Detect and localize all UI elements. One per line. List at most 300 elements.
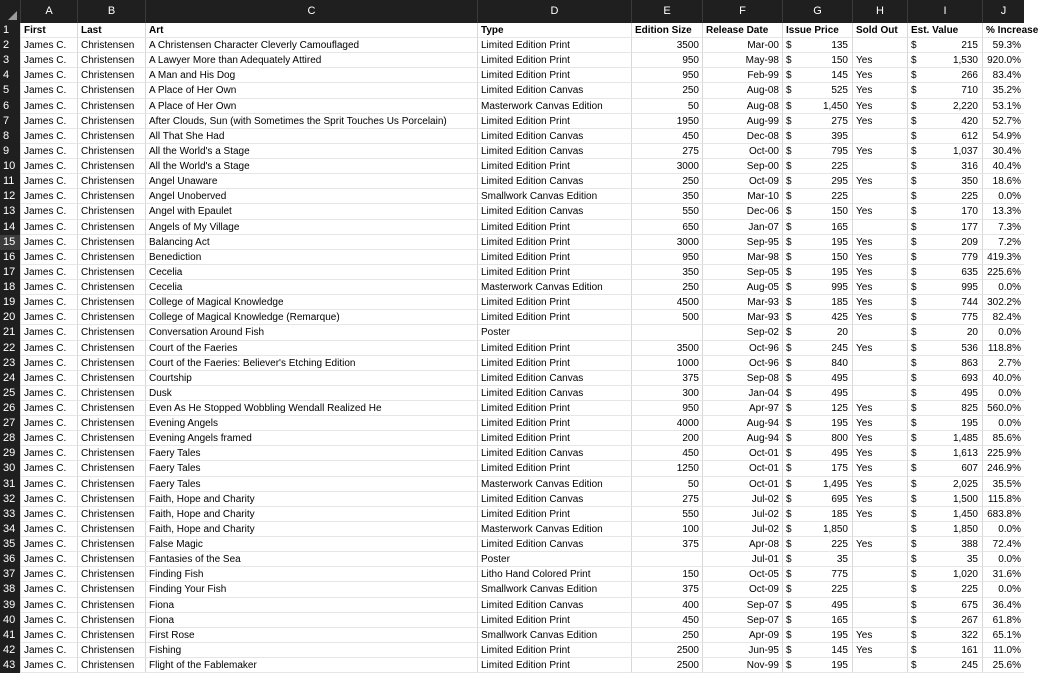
cell-type[interactable]: Masterwork Canvas Edition (477, 99, 631, 114)
row-number[interactable]: 23 (0, 356, 20, 371)
cell-issue[interactable] (782, 220, 852, 235)
row-number[interactable]: 7 (0, 114, 20, 129)
cell-edition[interactable]: 50 (631, 99, 702, 114)
cell-inc[interactable]: 683.8% (982, 507, 1024, 522)
cell-first[interactable]: James C. (20, 446, 77, 461)
cell-sold[interactable] (852, 552, 907, 567)
cell-last[interactable]: Christensen (77, 38, 145, 53)
cell-first[interactable]: James C. (20, 522, 77, 537)
cell-release[interactable]: Sep-00 (702, 159, 782, 174)
cell-est[interactable] (907, 598, 982, 613)
row-number[interactable]: 31 (0, 477, 20, 492)
row-number[interactable]: 42 (0, 643, 20, 658)
cell-last[interactable]: Christensen (77, 613, 145, 628)
column-header-j[interactable]: J (982, 0, 1024, 23)
cell-issue[interactable] (782, 507, 852, 522)
cell-sold[interactable]: Yes (852, 53, 907, 68)
cell-edition[interactable]: 550 (631, 507, 702, 522)
cell-first[interactable]: James C. (20, 567, 77, 582)
cell-sold[interactable] (852, 658, 907, 673)
cell-release[interactable]: Aug-94 (702, 416, 782, 431)
cell-type[interactable]: Limited Edition Canvas (477, 371, 631, 386)
cell-edition[interactable]: 150 (631, 567, 702, 582)
cell-est[interactable] (907, 68, 982, 83)
cell-release[interactable]: Oct-01 (702, 446, 782, 461)
cell-est[interactable] (907, 265, 982, 280)
cell-type[interactable]: Limited Edition Canvas (477, 174, 631, 189)
cell-est[interactable] (907, 643, 982, 658)
cell-release[interactable]: Oct-96 (702, 341, 782, 356)
cell-type[interactable]: Limited Edition Print (477, 613, 631, 628)
cell-release[interactable]: Sep-95 (702, 235, 782, 250)
cell-type[interactable]: Poster (477, 325, 631, 340)
cell-last[interactable]: Christensen (77, 99, 145, 114)
cell-type[interactable]: Smallwork Canvas Edition (477, 628, 631, 643)
cell-type[interactable]: Masterwork Canvas Edition (477, 280, 631, 295)
cell-last[interactable]: Christensen (77, 461, 145, 476)
column-header-d[interactable]: D (477, 0, 631, 23)
cell-art[interactable]: A Place of Her Own (145, 99, 477, 114)
cell-issue[interactable] (782, 386, 852, 401)
cell-issue[interactable] (782, 53, 852, 68)
cell-edition[interactable]: 350 (631, 265, 702, 280)
cell-inc[interactable]: 0.0% (982, 189, 1024, 204)
header-issue[interactable]: Issue Price (782, 23, 852, 38)
cell-inc[interactable]: 7.2% (982, 235, 1024, 250)
cell-type[interactable]: Poster (477, 552, 631, 567)
cell-sold[interactable]: Yes (852, 446, 907, 461)
row-number[interactable]: 13 (0, 204, 20, 219)
cell-first[interactable]: James C. (20, 356, 77, 371)
row-number[interactable]: 17 (0, 265, 20, 280)
cell-type[interactable]: Limited Edition Print (477, 53, 631, 68)
cell-sold[interactable] (852, 38, 907, 53)
cell-last[interactable]: Christensen (77, 537, 145, 552)
cell-inc[interactable]: 82.4% (982, 310, 1024, 325)
cell-inc[interactable]: 59.3% (982, 38, 1024, 53)
header-inc[interactable]: % Increase (982, 23, 1024, 38)
cell-type[interactable]: Limited Edition Print (477, 38, 631, 53)
select-all-corner[interactable] (0, 0, 20, 23)
cell-inc[interactable]: 920.0% (982, 53, 1024, 68)
cell-edition[interactable]: 950 (631, 53, 702, 68)
cell-inc[interactable]: 85.6% (982, 431, 1024, 446)
cell-release[interactable]: Mar-93 (702, 310, 782, 325)
cell-art[interactable]: Finding Fish (145, 567, 477, 582)
cell-type[interactable]: Limited Edition Print (477, 341, 631, 356)
cell-sold[interactable]: Yes (852, 99, 907, 114)
cell-sold[interactable]: Yes (852, 204, 907, 219)
cell-type[interactable]: Limited Edition Print (477, 250, 631, 265)
cell-inc[interactable]: 0.0% (982, 522, 1024, 537)
cell-sold[interactable] (852, 386, 907, 401)
cell-type[interactable]: Limited Edition Canvas (477, 129, 631, 144)
column-header-e[interactable]: E (631, 0, 702, 23)
cell-inc[interactable]: 0.0% (982, 416, 1024, 431)
cell-issue[interactable] (782, 477, 852, 492)
cell-edition[interactable]: 200 (631, 431, 702, 446)
cell-art[interactable]: All the World's a Stage (145, 144, 477, 159)
cell-art[interactable]: All the World's a Stage (145, 159, 477, 174)
cell-first[interactable]: James C. (20, 492, 77, 507)
cell-inc[interactable]: 2.7% (982, 356, 1024, 371)
cell-last[interactable]: Christensen (77, 431, 145, 446)
cell-first[interactable]: James C. (20, 265, 77, 280)
cell-art[interactable]: Faith, Hope and Charity (145, 522, 477, 537)
cell-sold[interactable]: Yes (852, 114, 907, 129)
cell-last[interactable]: Christensen (77, 598, 145, 613)
cell-art[interactable]: Conversation Around Fish (145, 325, 477, 340)
cell-inc[interactable]: 0.0% (982, 325, 1024, 340)
cell-sold[interactable]: Yes (852, 461, 907, 476)
cell-last[interactable]: Christensen (77, 628, 145, 643)
header-sold[interactable]: Sold Out (852, 23, 907, 38)
cell-edition[interactable]: 950 (631, 68, 702, 83)
cell-art[interactable]: Dusk (145, 386, 477, 401)
cell-type[interactable]: Limited Edition Print (477, 416, 631, 431)
cell-edition[interactable]: 950 (631, 401, 702, 416)
cell-release[interactable]: Aug-99 (702, 114, 782, 129)
cell-first[interactable]: James C. (20, 295, 77, 310)
cell-sold[interactable]: Yes (852, 416, 907, 431)
cell-type[interactable]: Limited Edition Print (477, 235, 631, 250)
cell-edition[interactable]: 2500 (631, 643, 702, 658)
cell-art[interactable]: Angel Unaware (145, 174, 477, 189)
cell-art[interactable]: Angel with Epaulet (145, 204, 477, 219)
header-release[interactable]: Release Date (702, 23, 782, 38)
cell-est[interactable] (907, 144, 982, 159)
cell-edition[interactable]: 300 (631, 386, 702, 401)
cell-first[interactable]: James C. (20, 537, 77, 552)
cell-type[interactable]: Limited Edition Print (477, 310, 631, 325)
cell-first[interactable]: James C. (20, 53, 77, 68)
cell-release[interactable]: Aug-08 (702, 83, 782, 98)
cell-first[interactable]: James C. (20, 114, 77, 129)
cell-edition[interactable]: 250 (631, 628, 702, 643)
cell-sold[interactable] (852, 325, 907, 340)
column-header-i[interactable]: I (907, 0, 982, 23)
cell-release[interactable]: Oct-09 (702, 582, 782, 597)
cell-type[interactable]: Litho Hand Colored Print (477, 567, 631, 582)
cell-last[interactable]: Christensen (77, 416, 145, 431)
cell-last[interactable]: Christensen (77, 310, 145, 325)
row-number[interactable]: 34 (0, 522, 20, 537)
cell-last[interactable]: Christensen (77, 401, 145, 416)
cell-edition[interactable]: 250 (631, 280, 702, 295)
cell-release[interactable]: Mar-93 (702, 295, 782, 310)
cell-release[interactable]: Oct-01 (702, 461, 782, 476)
cell-est[interactable] (907, 567, 982, 582)
row-number[interactable]: 26 (0, 401, 20, 416)
cell-est[interactable] (907, 325, 982, 340)
cell-art[interactable]: Courtship (145, 371, 477, 386)
cell-sold[interactable] (852, 189, 907, 204)
cell-type[interactable]: Limited Edition Canvas (477, 83, 631, 98)
cell-sold[interactable]: Yes (852, 628, 907, 643)
cell-type[interactable]: Limited Edition Canvas (477, 537, 631, 552)
cell-release[interactable]: Apr-09 (702, 628, 782, 643)
cell-sold[interactable] (852, 371, 907, 386)
column-header-a[interactable]: A (20, 0, 77, 23)
cell-art[interactable]: Faith, Hope and Charity (145, 507, 477, 522)
cell-issue[interactable] (782, 310, 852, 325)
row-number[interactable]: 11 (0, 174, 20, 189)
column-header-g[interactable]: G (782, 0, 852, 23)
row-number[interactable]: 35 (0, 537, 20, 552)
cell-last[interactable]: Christensen (77, 204, 145, 219)
cell-edition[interactable]: 550 (631, 204, 702, 219)
header-edition[interactable]: Edition Size (631, 23, 702, 38)
cell-last[interactable]: Christensen (77, 280, 145, 295)
cell-last[interactable]: Christensen (77, 295, 145, 310)
cell-first[interactable]: James C. (20, 598, 77, 613)
cell-last[interactable]: Christensen (77, 477, 145, 492)
cell-sold[interactable] (852, 567, 907, 582)
cell-first[interactable]: James C. (20, 325, 77, 340)
cell-issue[interactable] (782, 159, 852, 174)
cell-est[interactable] (907, 613, 982, 628)
cell-art[interactable]: A Lawyer More than Adequately Attired (145, 53, 477, 68)
cell-first[interactable]: James C. (20, 431, 77, 446)
row-number[interactable]: 41 (0, 628, 20, 643)
cell-art[interactable]: Court of the Faeries (145, 341, 477, 356)
cell-inc[interactable]: 65.1% (982, 628, 1024, 643)
cell-last[interactable]: Christensen (77, 522, 145, 537)
cell-issue[interactable] (782, 416, 852, 431)
cell-release[interactable]: Oct-05 (702, 567, 782, 582)
cell-release[interactable]: Jan-04 (702, 386, 782, 401)
row-number[interactable]: 32 (0, 492, 20, 507)
cell-first[interactable]: James C. (20, 129, 77, 144)
cell-est[interactable] (907, 53, 982, 68)
cell-release[interactable]: Jul-01 (702, 552, 782, 567)
cell-last[interactable]: Christensen (77, 492, 145, 507)
row-number[interactable]: 22 (0, 341, 20, 356)
cell-art[interactable]: Balancing Act (145, 235, 477, 250)
cell-inc[interactable]: 225.9% (982, 446, 1024, 461)
cell-first[interactable]: James C. (20, 552, 77, 567)
cell-est[interactable] (907, 492, 982, 507)
cell-issue[interactable] (782, 235, 852, 250)
cell-last[interactable]: Christensen (77, 356, 145, 371)
cell-sold[interactable] (852, 598, 907, 613)
cell-type[interactable]: Limited Edition Print (477, 68, 631, 83)
cell-issue[interactable] (782, 341, 852, 356)
cell-edition[interactable]: 275 (631, 144, 702, 159)
cell-issue[interactable] (782, 280, 852, 295)
row-number[interactable]: 25 (0, 386, 20, 401)
cell-first[interactable]: James C. (20, 477, 77, 492)
cell-est[interactable] (907, 401, 982, 416)
cell-issue[interactable] (782, 537, 852, 552)
cell-first[interactable]: James C. (20, 250, 77, 265)
cell-last[interactable]: Christensen (77, 446, 145, 461)
row-number[interactable]: 38 (0, 582, 20, 597)
cell-edition[interactable]: 450 (631, 613, 702, 628)
cell-release[interactable]: Jul-02 (702, 492, 782, 507)
cell-last[interactable]: Christensen (77, 53, 145, 68)
cell-issue[interactable] (782, 129, 852, 144)
header-est[interactable]: Est. Value (907, 23, 982, 38)
cell-last[interactable]: Christensen (77, 250, 145, 265)
cell-sold[interactable] (852, 522, 907, 537)
cell-type[interactable]: Limited Edition Canvas (477, 446, 631, 461)
cell-est[interactable] (907, 250, 982, 265)
cell-type[interactable]: Masterwork Canvas Edition (477, 477, 631, 492)
column-header-h[interactable]: H (852, 0, 907, 23)
cell-art[interactable]: A Man and His Dog (145, 68, 477, 83)
cell-first[interactable]: James C. (20, 204, 77, 219)
cell-last[interactable]: Christensen (77, 386, 145, 401)
cell-sold[interactable]: Yes (852, 507, 907, 522)
cell-release[interactable]: May-98 (702, 53, 782, 68)
cell-inc[interactable]: 40.4% (982, 159, 1024, 174)
cell-issue[interactable] (782, 492, 852, 507)
cell-art[interactable]: Cecelia (145, 265, 477, 280)
cell-est[interactable] (907, 114, 982, 129)
cell-first[interactable]: James C. (20, 643, 77, 658)
cell-issue[interactable] (782, 114, 852, 129)
cell-art[interactable]: Evening Angels framed (145, 431, 477, 446)
row-number[interactable]: 2 (0, 38, 20, 53)
cell-first[interactable]: James C. (20, 220, 77, 235)
row-number[interactable]: 33 (0, 507, 20, 522)
cell-sold[interactable]: Yes (852, 431, 907, 446)
cell-release[interactable]: Mar-98 (702, 250, 782, 265)
cell-first[interactable]: James C. (20, 83, 77, 98)
cell-issue[interactable] (782, 431, 852, 446)
cell-est[interactable] (907, 341, 982, 356)
cell-inc[interactable]: 0.0% (982, 552, 1024, 567)
cell-first[interactable]: James C. (20, 461, 77, 476)
cell-issue[interactable] (782, 371, 852, 386)
cell-release[interactable]: Feb-99 (702, 68, 782, 83)
row-number[interactable]: 5 (0, 83, 20, 98)
cell-first[interactable]: James C. (20, 235, 77, 250)
row-number[interactable]: 27 (0, 416, 20, 431)
cell-sold[interactable]: Yes (852, 83, 907, 98)
cell-issue[interactable] (782, 356, 852, 371)
cell-inc[interactable]: 61.8% (982, 613, 1024, 628)
cell-issue[interactable] (782, 83, 852, 98)
cell-type[interactable]: Smallwork Canvas Edition (477, 582, 631, 597)
cell-art[interactable]: Cecelia (145, 280, 477, 295)
cell-art[interactable]: College of Magical Knowledge (145, 295, 477, 310)
cell-edition[interactable]: 4500 (631, 295, 702, 310)
cell-type[interactable]: Limited Edition Canvas (477, 492, 631, 507)
cell-issue[interactable] (782, 325, 852, 340)
cell-art[interactable]: Fantasies of the Sea (145, 552, 477, 567)
cell-art[interactable]: First Rose (145, 628, 477, 643)
cell-art[interactable]: Flight of the Fablemaker (145, 658, 477, 673)
cell-edition[interactable]: 3500 (631, 341, 702, 356)
cell-first[interactable]: James C. (20, 341, 77, 356)
cell-release[interactable]: Dec-06 (702, 204, 782, 219)
cell-est[interactable] (907, 628, 982, 643)
cell-release[interactable]: Nov-99 (702, 658, 782, 673)
cell-issue[interactable] (782, 265, 852, 280)
cell-edition[interactable] (631, 552, 702, 567)
cell-issue[interactable] (782, 401, 852, 416)
row-number[interactable]: 8 (0, 129, 20, 144)
row-number[interactable]: 6 (0, 99, 20, 114)
cell-last[interactable]: Christensen (77, 658, 145, 673)
cell-type[interactable]: Limited Edition Print (477, 159, 631, 174)
cell-release[interactable]: Aug-08 (702, 99, 782, 114)
cell-sold[interactable]: Yes (852, 643, 907, 658)
cell-inc[interactable]: 52.7% (982, 114, 1024, 129)
cell-issue[interactable] (782, 582, 852, 597)
cell-inc[interactable]: 83.4% (982, 68, 1024, 83)
cell-issue[interactable] (782, 628, 852, 643)
header-type[interactable]: Type (477, 23, 631, 38)
cell-last[interactable]: Christensen (77, 129, 145, 144)
cell-last[interactable]: Christensen (77, 341, 145, 356)
cell-sold[interactable]: Yes (852, 341, 907, 356)
cell-art[interactable]: A Christensen Character Cleverly Camouflaged (145, 38, 477, 53)
cell-sold[interactable] (852, 613, 907, 628)
cell-inc[interactable]: 53.1% (982, 99, 1024, 114)
row-number[interactable]: 24 (0, 371, 20, 386)
cell-issue[interactable] (782, 658, 852, 673)
cell-edition[interactable]: 3000 (631, 235, 702, 250)
cell-issue[interactable] (782, 598, 852, 613)
cell-last[interactable]: Christensen (77, 507, 145, 522)
cell-issue[interactable] (782, 99, 852, 114)
cell-type[interactable]: Limited Edition Canvas (477, 598, 631, 613)
cell-inc[interactable]: 72.4% (982, 537, 1024, 552)
cell-inc[interactable]: 302.2% (982, 295, 1024, 310)
cell-edition[interactable]: 375 (631, 537, 702, 552)
cell-inc[interactable]: 0.0% (982, 280, 1024, 295)
cell-first[interactable]: James C. (20, 174, 77, 189)
cell-last[interactable]: Christensen (77, 220, 145, 235)
cell-sold[interactable] (852, 582, 907, 597)
cell-est[interactable] (907, 356, 982, 371)
cell-release[interactable]: Oct-96 (702, 356, 782, 371)
cell-release[interactable]: Mar-10 (702, 189, 782, 204)
cell-sold[interactable]: Yes (852, 492, 907, 507)
cell-release[interactable]: Sep-07 (702, 598, 782, 613)
cell-release[interactable]: Apr-08 (702, 537, 782, 552)
row-number[interactable]: 21 (0, 325, 20, 340)
cell-last[interactable]: Christensen (77, 567, 145, 582)
cell-est[interactable] (907, 204, 982, 219)
cell-sold[interactable]: Yes (852, 295, 907, 310)
column-header-b[interactable]: B (77, 0, 145, 23)
cell-inc[interactable]: 560.0% (982, 401, 1024, 416)
cell-issue[interactable] (782, 461, 852, 476)
cell-type[interactable]: Limited Edition Print (477, 507, 631, 522)
cell-release[interactable]: Oct-01 (702, 477, 782, 492)
cell-first[interactable]: James C. (20, 38, 77, 53)
row-number[interactable]: 40 (0, 613, 20, 628)
cell-last[interactable]: Christensen (77, 582, 145, 597)
cell-edition[interactable]: 100 (631, 522, 702, 537)
cell-inc[interactable]: 31.6% (982, 567, 1024, 582)
cell-est[interactable] (907, 537, 982, 552)
cell-last[interactable]: Christensen (77, 144, 145, 159)
cell-issue[interactable] (782, 522, 852, 537)
cell-est[interactable] (907, 310, 982, 325)
cell-sold[interactable] (852, 129, 907, 144)
cell-inc[interactable]: 7.3% (982, 220, 1024, 235)
cell-issue[interactable] (782, 552, 852, 567)
cell-issue[interactable] (782, 446, 852, 461)
row-number[interactable]: 10 (0, 159, 20, 174)
cell-type[interactable]: Limited Edition Print (477, 295, 631, 310)
cell-art[interactable]: A Place of Her Own (145, 83, 477, 98)
